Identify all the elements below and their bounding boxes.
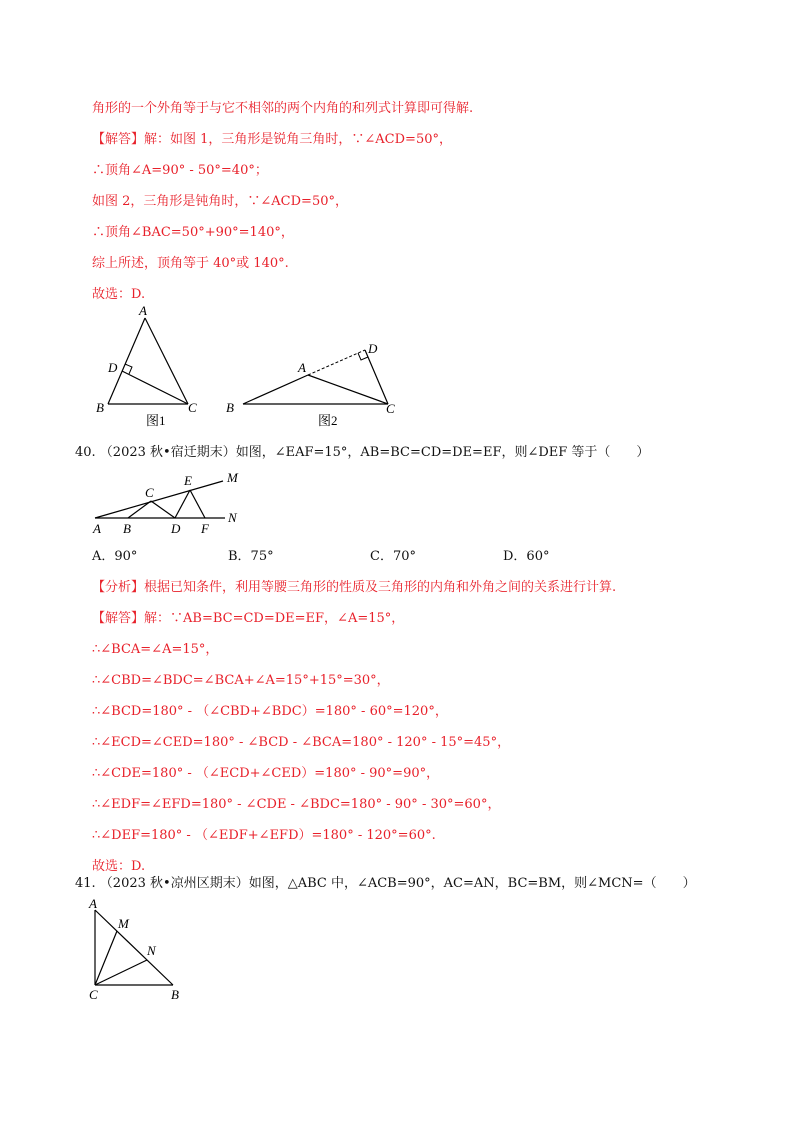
figure-q41	[85, 895, 195, 1005]
point-label: C	[145, 485, 154, 500]
question-40-stem: 40. （2023 秋•宿迁期末）如图，∠EAF=15°，AB=BC=CD=DE=EF，则∠DEF 等于（ ）	[75, 445, 650, 460]
text-line: 故选：D.	[92, 287, 146, 302]
text-line: 【解答】解：如图 1，三角形是锐角三角时，∵∠ACD=50°，	[92, 132, 452, 147]
vertex-label: D	[108, 360, 118, 375]
text-line: ∴∠ECD=∠CED=180° - ∠BCD - ∠BCA=180° - 120° - 15°=45°，	[92, 735, 511, 750]
question-41-stem: 41. （2023 秋•凉州区期末）如图，△ABC 中，∠ACB=90°，AC=AN，BC=BM，则∠MCN=（ ）	[75, 876, 696, 891]
point-label: B	[123, 521, 131, 536]
text-line: ∴顶角∠BAC=50°+90°=140°，	[92, 225, 294, 240]
text-line: ∴顶角∠A=90° - 50°=40°；	[92, 163, 268, 178]
option-a[interactable]: A．90°	[92, 549, 138, 564]
vertex-label: A	[298, 360, 306, 375]
point-label: B	[171, 987, 179, 1002]
text-line: ∴∠BCD=180° - （∠CBD+∠BDC）=180° - 60°=120°，	[92, 704, 448, 719]
analysis-line: 【分析】根据已知条件，利用等腰三角形的性质及三角形的内角和外角之间的关系进行计算.	[92, 580, 617, 595]
point-label: M	[118, 916, 129, 931]
point-label: A	[93, 521, 101, 536]
figures-1-2	[80, 300, 420, 435]
figure-q40	[85, 465, 255, 540]
vertex-label: C	[188, 400, 197, 415]
text-line: 角形的一个外角等于与它不相邻的两个内角的和列式计算即可得解.	[92, 101, 474, 116]
option-c[interactable]: C．70°	[370, 549, 416, 564]
text-line: 【解答】解：∵AB=BC=CD=DE=EF，∠A=15°，	[92, 611, 405, 626]
vertex-label: D	[368, 341, 378, 356]
point-label: N	[147, 943, 156, 958]
point-label: M	[227, 470, 238, 485]
text-line: ∴∠CDE=180° - （∠ECD+∠CED）=180° - 90°=90°，	[92, 766, 440, 781]
vertex-label: B	[96, 400, 104, 415]
figure-2	[226, 341, 395, 428]
point-label: C	[89, 987, 98, 1002]
figure-1	[96, 303, 197, 428]
vertex-label: B	[226, 400, 234, 415]
vertex-label: C	[386, 401, 395, 416]
text-line: ∴∠EDF=∠EFD=180° - ∠CDE - ∠BDC=180° - 90° - 30°=60°，	[92, 797, 501, 812]
text-line: 故选：D.	[92, 859, 146, 874]
text-line: ∴∠DEF=180° - （∠EDF+∠EFD）=180° - 120°=60°.	[92, 828, 436, 843]
point-label: N	[228, 510, 237, 525]
point-label: D	[171, 521, 181, 536]
text-line: 如图 2，三角形是钝角时，∵∠ACD=50°，	[92, 194, 348, 209]
point-label: A	[89, 896, 97, 911]
vertex-label: A	[139, 303, 147, 318]
figure-caption: 图1	[146, 413, 166, 428]
option-d[interactable]: D．60°	[503, 549, 550, 564]
text-line: ∴∠CBD=∠BDC=∠BCA+∠A=15°+15°=30°，	[92, 673, 390, 688]
text-line: ∴∠BCA=∠A=15°，	[92, 642, 219, 657]
figure-caption: 图2	[318, 413, 338, 428]
point-label: E	[184, 473, 192, 488]
option-b[interactable]: B．75°	[228, 549, 274, 564]
text-line: 综上所述，顶角等于 40°或 140°.	[92, 256, 289, 271]
point-label: F	[201, 521, 209, 536]
